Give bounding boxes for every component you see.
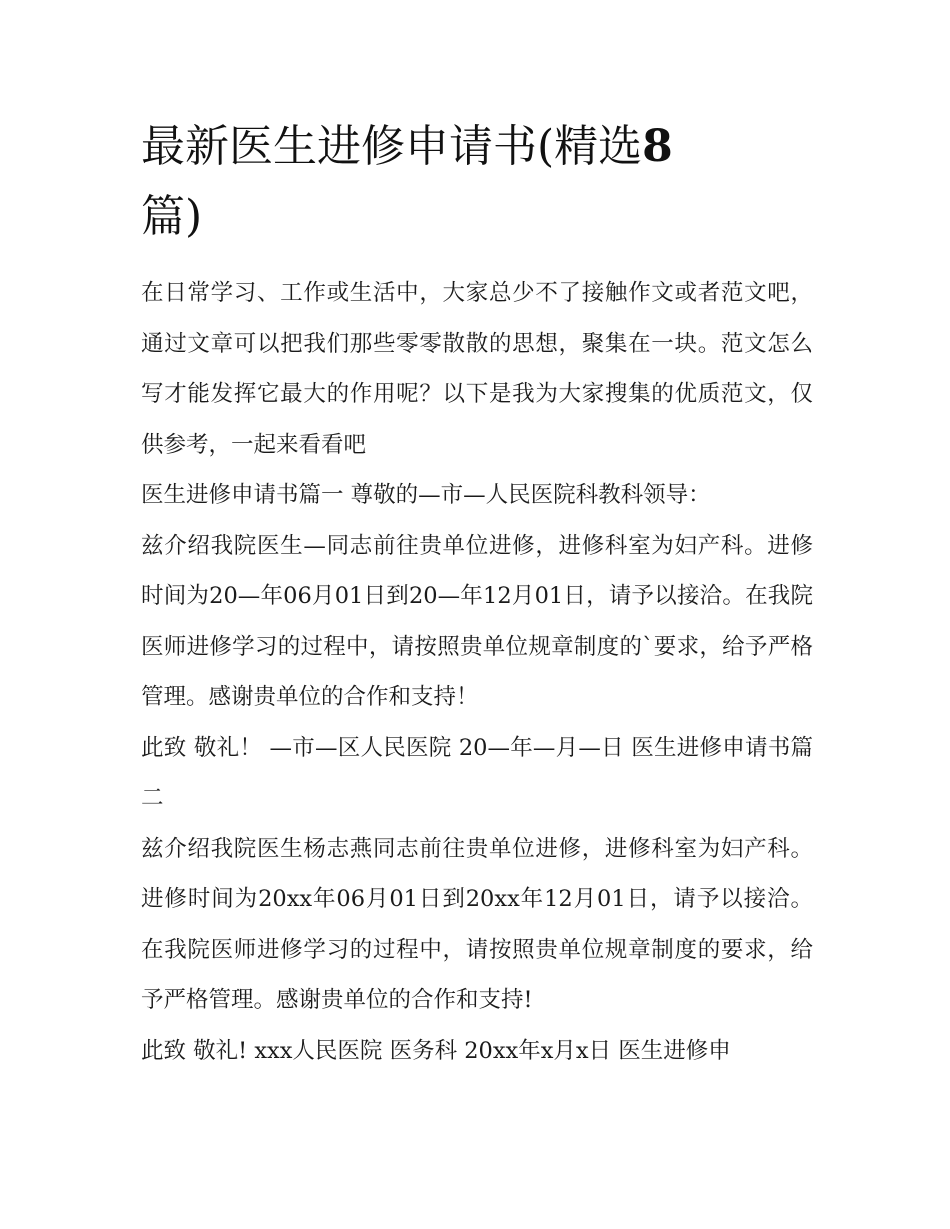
letter-one-body: 兹介绍我院医生—同志前往贵单位进修，进修科室为妇产科。进修时间为20—年06月01日到20—年12月01日，请予以接洽。在我院医师进修学习的过程中，请按照贵单位规章制度的`要求，给予严格管理。感谢贵单位的合作和支持！ — [141, 532, 813, 710]
title-text: 最新医生进修申请书(精选 — [141, 121, 643, 172]
document-body — [141, 112, 813, 1076]
letter-two-body: 兹介绍我院医生杨志燕同志前往贵单位进修，进修科室为妇产科。进修时间为20xx年06月01日到20xx年12月01日，请予以接洽。在我院医师进修学习的过程中，请按照贵单位规章制度的要求，给予严格管理。感谢贵单位的合作和支持! — [141, 835, 813, 1013]
title-number: 8 — [642, 121, 673, 172]
intro-paragraph: 在日常学习、工作或生活中，大家总少不了接触作文或者范文吧，通过文章可以把我们那些零零散散的思想，聚集在一块。范文怎么写才能发挥它最大的作用呢？以下是我为大家搜集的优质范文，仅供参考，一起来看看吧 — [141, 280, 813, 458]
title-text-continued: 篇) — [141, 191, 203, 242]
letter-one-salutation: 医生进修申请书篇一 尊敬的—市—人民医院科教科领导： — [141, 482, 711, 508]
letter-two-closing: 此致 敬礼! xxx人民医院 医务科 20xx年x月x日 医生进修申 — [141, 1037, 731, 1064]
document-title — [141, 112, 813, 252]
letter-one-closing: 此致 敬礼！ —市—区人民医院 20—年—月—日 医生进修申请书篇二 — [141, 734, 813, 811]
